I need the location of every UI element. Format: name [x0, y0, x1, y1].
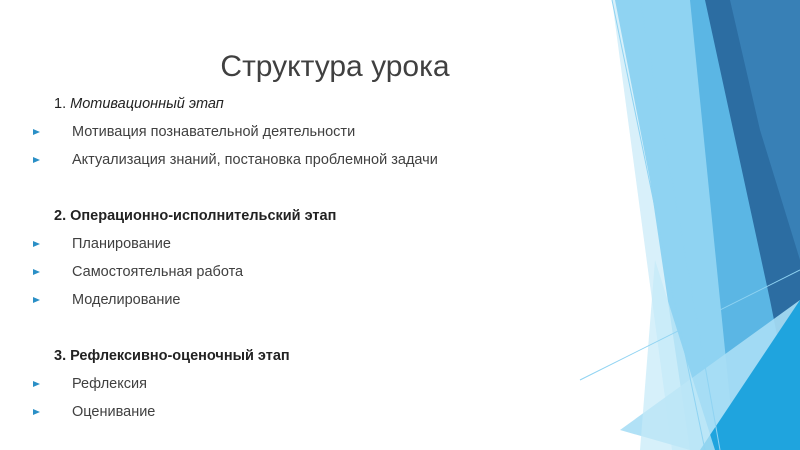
list-item: Планирование — [72, 236, 171, 252]
list-item: Актуализация знаний, постановка проблемной задачи — [72, 152, 438, 168]
list-item: Оценивание — [72, 404, 156, 420]
bullet-arrow-icon — [33, 241, 40, 247]
section-heading-3 — [54, 348, 290, 364]
list-item: Моделирование — [72, 292, 181, 308]
bullet-arrow-icon — [33, 269, 40, 275]
bullet-arrow-icon — [33, 129, 40, 135]
section-title: Рефлексивно-оценочный этап — [70, 348, 290, 364]
bullet-arrow-icon — [33, 381, 40, 387]
section-title: Операционно-исполнительский этап — [70, 208, 337, 224]
section-number: 1. — [54, 96, 67, 112]
section-title: Мотивационный этап — [70, 96, 224, 112]
list-item: Мотивация познавательной деятельности — [72, 124, 356, 140]
section-heading-2 — [54, 208, 336, 224]
list-item: Рефлексия — [72, 376, 147, 392]
section-number: 3. — [54, 348, 67, 364]
list-item: Самостоятельная работа — [72, 264, 244, 280]
bullet-arrow-icon — [33, 157, 40, 163]
bullet-arrow-icon — [33, 297, 40, 303]
bullet-arrow-icon — [33, 409, 40, 415]
section-number: 2. — [54, 208, 67, 224]
section-heading-1 — [54, 96, 224, 112]
slide-title: Структура урока — [220, 50, 450, 83]
